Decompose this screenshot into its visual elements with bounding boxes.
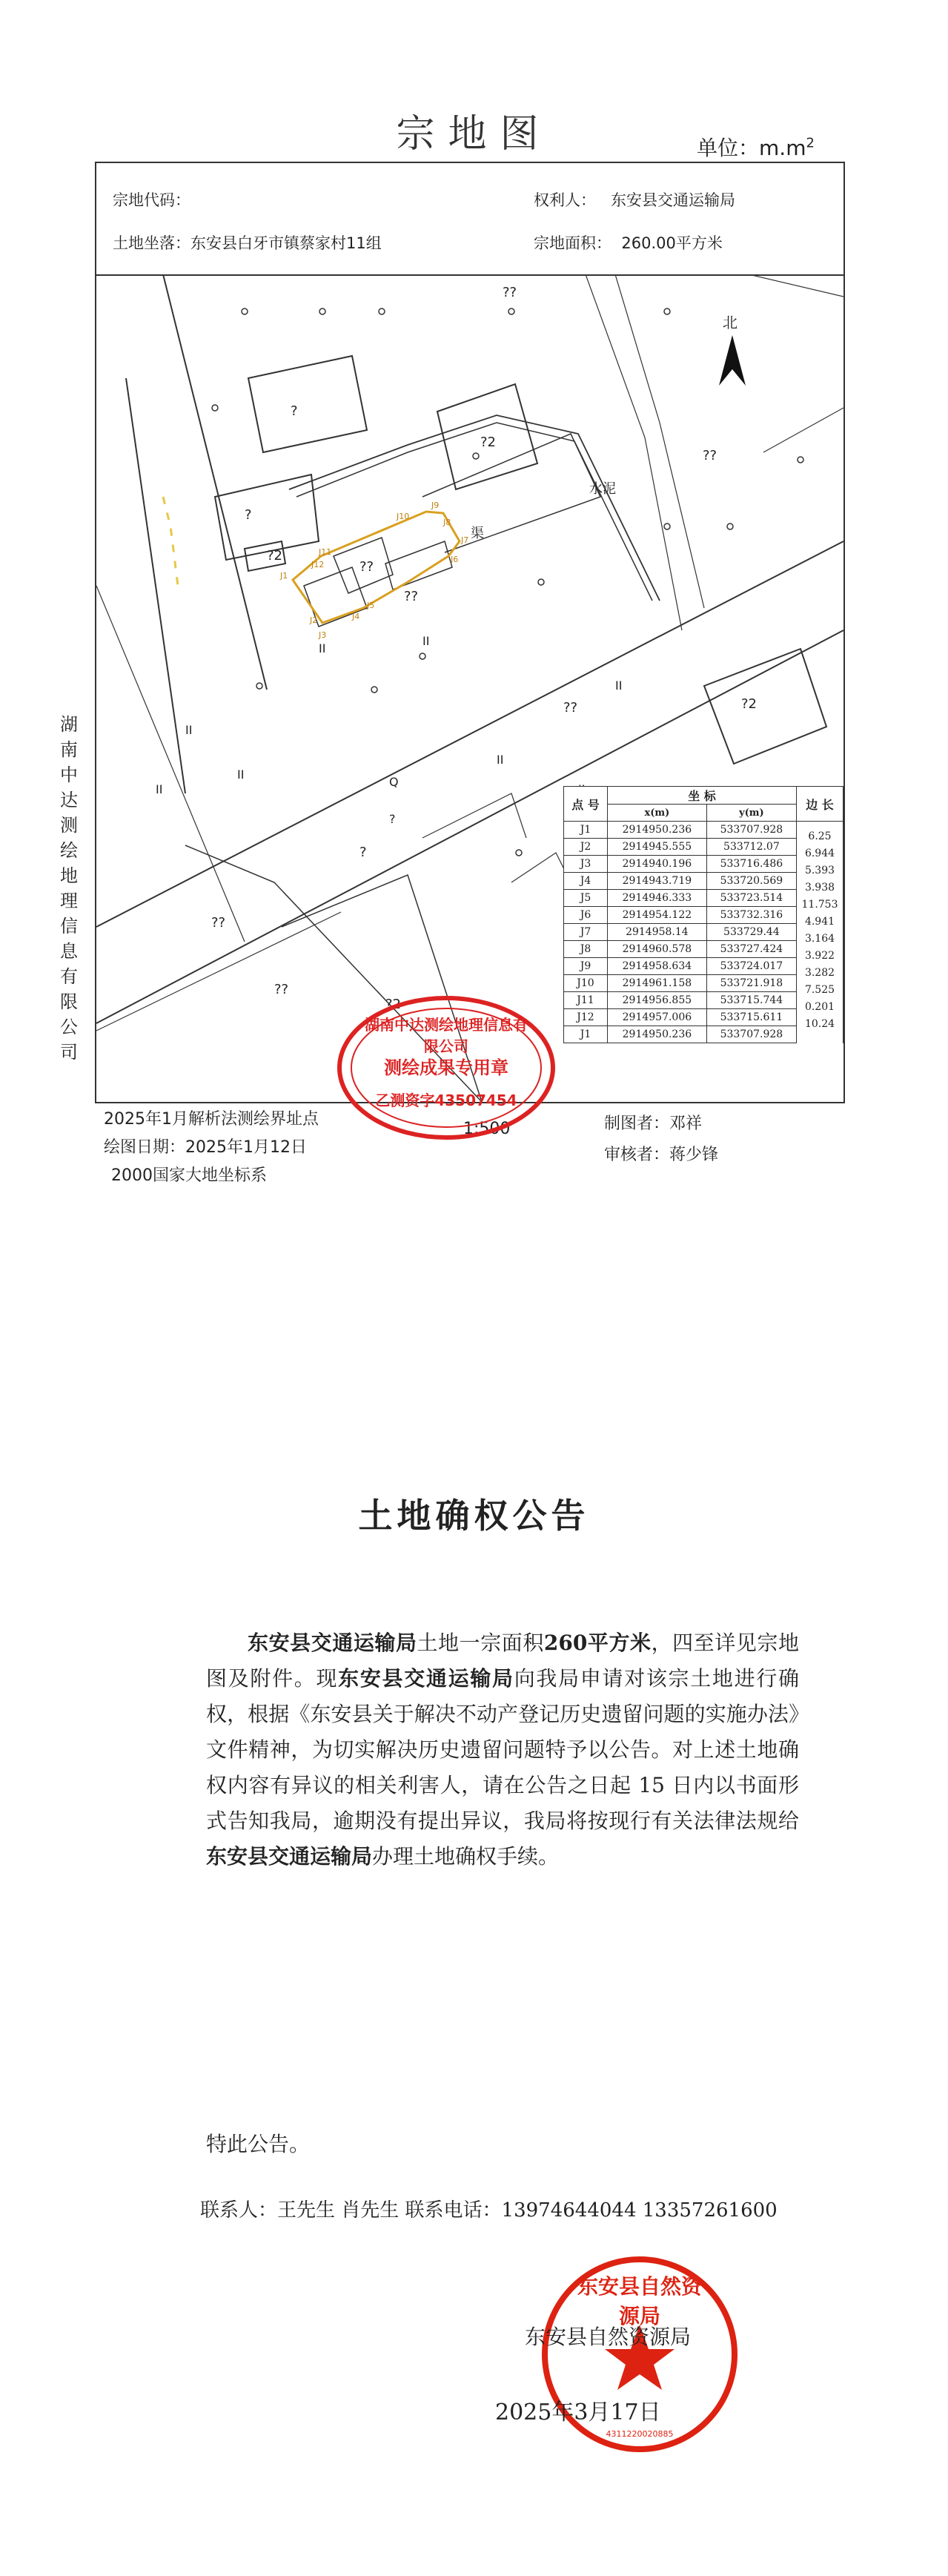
notice-body: 东安县交通运输局土地一宗面积260平方米，四至详见宗地图及附件。现东安县交通运输局向我局申请对该宗土地进行确权，根据《东安县关于解决不动产登记历史遗留问题的实施办法》文件精神，为切实解决历史遗留问题特予以公告。对上述土地确权内容有异议的相关利害人，请在公告之日起 15 日内以书面形式告知我局，逾期没有提出异议，我局将按现行有关法律法规给东安县交通运输局办理土地确权手续。 — [206, 1631, 799, 1869]
point-J10: J10 — [397, 512, 410, 521]
official-seal: 东安县自然资源局 4311220020885 — [540, 2254, 740, 2454]
notice-title: 土地确权公告 — [358, 1496, 590, 1536]
label-q14: ? — [359, 845, 367, 860]
location-field: 土地坐落：东安县白牙市镇蔡家村11组 — [113, 234, 382, 252]
north-label: 北 — [723, 314, 737, 331]
point-J3: J3 — [319, 630, 327, 640]
point-J11: J11 — [319, 547, 332, 557]
coord-system: 2000国家大地坐标系 — [111, 1166, 267, 1185]
surveyor-side-text: 湖 南 中 达 测 绘 地 理 信 息 有 限 公 司 — [60, 714, 78, 1063]
label-q3: ?2 — [480, 435, 497, 450]
cell-point: J1 — [564, 822, 608, 839]
point-J4: J4 — [352, 612, 360, 621]
label-q4: ?? — [703, 448, 717, 463]
cell-edge: 4.941 — [797, 916, 843, 933]
label-ii4: II — [319, 641, 326, 655]
label-q6: ?2 — [267, 548, 283, 564]
drafter: 制图者：邓祥 — [604, 1114, 703, 1133]
label-q12: ?2 — [385, 997, 402, 1012]
unit-label: 单位：$m.m^2$ — [697, 135, 815, 160]
reviewer: 审核者：蒋少锋 — [604, 1146, 719, 1164]
label-q2: ? — [291, 403, 298, 419]
label-q5: ? — [245, 507, 252, 523]
cell-x: 2914950.236 — [608, 1026, 707, 1043]
label-cement: 水泥 — [589, 481, 616, 497]
cell-x: 2914940.196 — [608, 856, 707, 873]
survey-date: 2025年1月解析法测绘界址点 — [104, 1110, 319, 1129]
scale: 1:500 — [463, 1120, 511, 1138]
label-q8: ?? — [404, 589, 419, 604]
cell-edge: 6.25 — [797, 830, 843, 848]
coord-header: 坐 标 — [608, 787, 797, 805]
cell-x: 2914956.855 — [608, 992, 707, 1009]
drawn-date: 绘图日期：2025年1月12日 — [104, 1138, 307, 1157]
north-arrow — [719, 335, 746, 386]
notice-closing: 特此公告。 — [206, 2132, 311, 2156]
label-q10: ?? — [211, 915, 226, 931]
cell-x: 2914960.578 — [608, 941, 707, 958]
cell-x: 2914950.236 — [608, 822, 707, 839]
cell-point: J11 — [564, 992, 608, 1009]
cell-point: J1 — [564, 1026, 608, 1043]
cell-edge: 5.393 — [797, 865, 843, 882]
point-J12: J12 — [311, 560, 325, 569]
cell-x: 2914943.719 — [608, 873, 707, 890]
coordinate-table — [563, 786, 843, 1043]
label-gate: ? — [389, 812, 396, 826]
label-q1: ?? — [503, 285, 517, 300]
y-header: y(m) — [706, 805, 796, 822]
cell-edge: 7.525 — [797, 984, 843, 1001]
label-ii8: II — [497, 753, 504, 767]
cell-point: J5 — [564, 890, 608, 907]
cell-point: J2 — [564, 839, 608, 856]
cell-edge: 3.922 — [797, 950, 843, 967]
point-J6: J6 — [451, 555, 459, 564]
point-J9: J9 — [431, 501, 440, 510]
cell-point: J10 — [564, 975, 608, 992]
cell-y: 533715.611 — [706, 1009, 796, 1026]
cell-y: 533720.569 — [706, 873, 796, 890]
label-ii6: II — [615, 678, 623, 693]
cell-y: 533729.44 — [706, 924, 796, 941]
cell-y: 533724.017 — [706, 958, 796, 975]
cell-x: 2914961.158 — [608, 975, 707, 992]
cell-x: 2914958.14 — [608, 924, 707, 941]
contact-line: 联系人：王先生 肖先生 联系电话：13974644044 13357261600 — [200, 2199, 778, 2222]
point-J5: J5 — [367, 601, 375, 610]
notice-date: 2025年3月17日 — [495, 2400, 661, 2425]
parcel-code-label: 宗地代码： — [113, 191, 190, 209]
cell-x: 2914945.555 — [608, 839, 707, 856]
label-ii2: II — [237, 767, 245, 782]
building-1 — [248, 356, 367, 452]
label-q13: ?? — [563, 700, 578, 716]
x-header: x(m) — [608, 805, 707, 822]
label-q7: ?? — [359, 559, 374, 575]
area-field: 宗地面积： 260.00平方米 — [534, 234, 723, 252]
cell-edge: 3.282 — [797, 967, 843, 984]
cell-y: 533727.424 — [706, 941, 796, 958]
point-J2: J2 — [310, 615, 318, 625]
building-5 — [704, 649, 826, 764]
cell-y: 533716.486 — [706, 856, 796, 873]
map-title: 宗地图 — [396, 112, 552, 156]
cell-edge: 11.753 — [797, 899, 843, 916]
cell-y: 533721.918 — [706, 975, 796, 992]
cell-edge: 3.938 — [797, 882, 843, 899]
cell-y: 533707.928 — [706, 822, 796, 839]
cell-point: J3 — [564, 856, 608, 873]
label-ii3: II — [156, 782, 163, 796]
surveyor-stamp: 湖南中达测绘地理信息有限公司 测绘成果专用章 乙测资字43507454 — [335, 994, 557, 1142]
coord-row — [564, 1026, 843, 1043]
cell-point: J4 — [564, 873, 608, 890]
cell-edge: 10.24 — [797, 1018, 843, 1035]
label-plant: Q — [389, 775, 399, 789]
cell-point: J9 — [564, 958, 608, 975]
cell-y: 533715.744 — [706, 992, 796, 1009]
point-J7: J7 — [461, 535, 469, 545]
cell-edge: 6.944 — [797, 848, 843, 865]
cell-point: J8 — [564, 941, 608, 958]
issuer: 东安县自然资源局 — [525, 2325, 692, 2349]
cell-point: J6 — [564, 907, 608, 924]
cell-x: 2914946.333 — [608, 890, 707, 907]
cell-point: J7 — [564, 924, 608, 941]
cell-point: J12 — [564, 1009, 608, 1026]
label-q11: ?? — [274, 982, 289, 997]
cell-edge: 0.201 — [797, 1001, 843, 1018]
cell-y: 533712.07 — [706, 839, 796, 856]
label-ii1: II — [185, 723, 193, 737]
point-J1: J1 — [280, 571, 288, 581]
cell-y: 533707.928 — [706, 1026, 796, 1043]
owner-field: 权利人： 东安县交通运输局 — [534, 191, 736, 209]
cell-y: 533723.514 — [706, 890, 796, 907]
cell-y: 533732.316 — [706, 907, 796, 924]
cell-edge: 3.164 — [797, 933, 843, 950]
cell-x: 2914958.634 — [608, 958, 707, 975]
cell-x: 2914957.006 — [608, 1009, 707, 1026]
cell-x: 2914954.122 — [608, 907, 707, 924]
point-header: 点 号 — [564, 787, 608, 822]
edge-header: 边 长 — [797, 787, 843, 822]
label-ii5: II — [422, 634, 430, 648]
label-ditch: 渠 — [471, 526, 484, 541]
point-J8: J8 — [443, 518, 451, 527]
label-q9: ?2 — [741, 696, 758, 712]
